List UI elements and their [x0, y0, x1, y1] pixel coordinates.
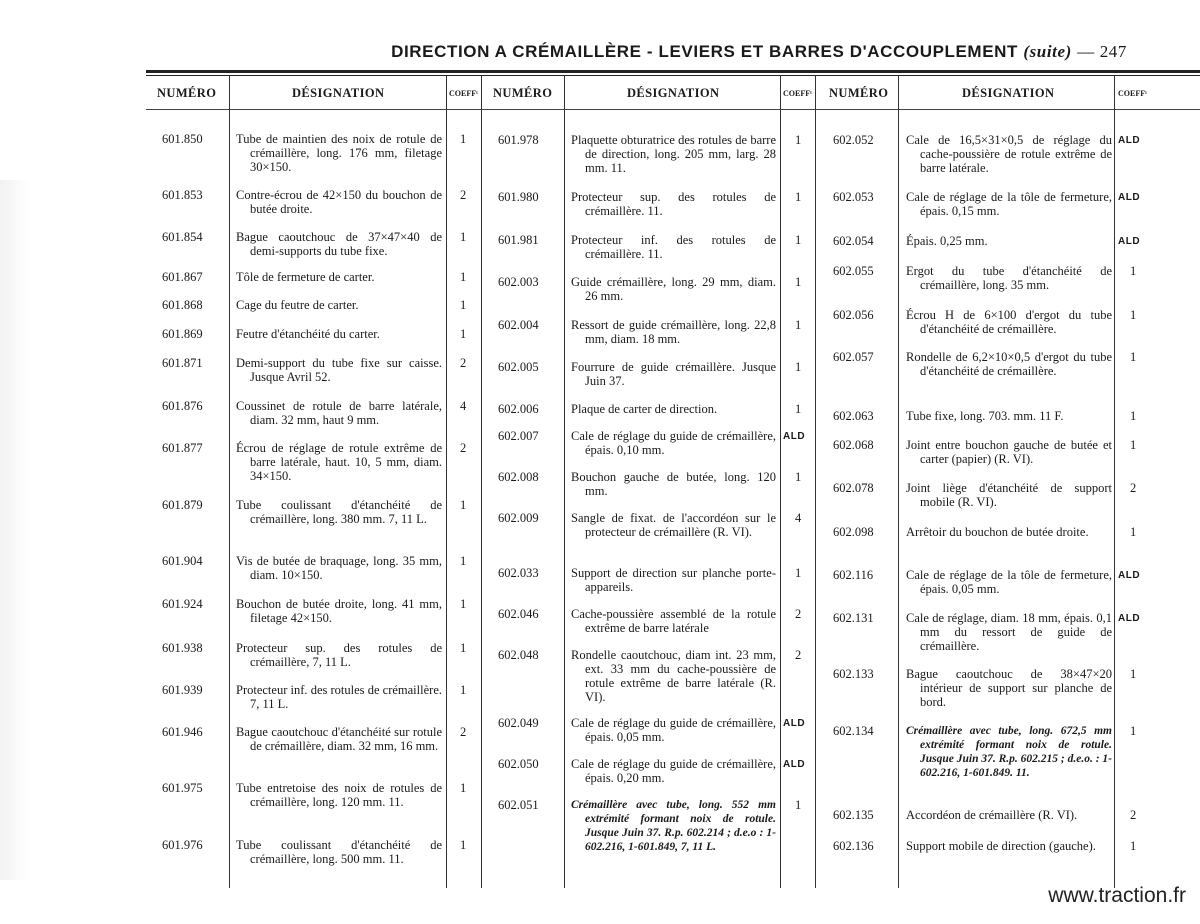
- part-number: 602.056: [833, 308, 874, 322]
- part-number: 602.135: [833, 808, 874, 822]
- part-coefficient: 1: [460, 230, 467, 244]
- part-coefficient: 1: [1130, 308, 1137, 322]
- part-number: 601.938: [162, 641, 203, 655]
- part-number: 602.134: [833, 724, 874, 738]
- col2-header-numero: NUMÉRO: [493, 86, 553, 100]
- part-coefficient: 4: [795, 511, 802, 525]
- part-number: 601.976: [162, 838, 203, 852]
- part-number: 601.869: [162, 327, 203, 341]
- part-number: 601.981: [498, 233, 539, 247]
- part-designation: Protecteur inf. des rotules de crémaillère. 7, 11 L.: [236, 683, 442, 711]
- part-designation: Support mobile de direction (gauche).: [906, 839, 1096, 853]
- part-designation: Rondelle caoutchouc, diam int. 23 mm, ext. 33 mm du cache-poussière de rotule extrême de barre latérale (R. VI).: [571, 648, 776, 704]
- part-coefficient: ALD: [1118, 236, 1141, 247]
- part-number: 601.980: [498, 190, 539, 204]
- part-number: 602.048: [498, 648, 539, 662]
- part-number: 602.046: [498, 607, 539, 621]
- part-coefficient: 1: [460, 298, 467, 312]
- part-designation: Ressort de guide crémaillère, long. 22,8 mm, diam. 18 mm.: [571, 318, 776, 346]
- col3-header-numero: NUMÉRO: [829, 86, 889, 100]
- part-coefficient: 1: [795, 318, 802, 332]
- part-designation: Coussinet de rotule de barre latérale, diam. 32 mm, haut 9 mm.: [236, 399, 442, 427]
- part-designation: Protecteur sup. des rotules de crémaillère, 7, 11 L.: [236, 641, 442, 669]
- part-designation: Rondelle de 6,2×10×0,5 d'ergot du tube d'étanchéité de crémaillère.: [906, 350, 1112, 378]
- col1-header-numero: NUMÉRO: [157, 86, 217, 100]
- part-number: 602.055: [833, 264, 874, 278]
- part-number: 601.850: [162, 132, 203, 146]
- part-coefficient: 1: [460, 641, 467, 655]
- part-designation: Tôle de fermeture de carter.: [236, 270, 375, 284]
- part-number: 602.054: [833, 234, 874, 248]
- part-coefficient: 1: [460, 683, 467, 697]
- divider: [481, 76, 482, 888]
- part-number: 602.063: [833, 409, 874, 423]
- part-coefficient: ALD: [783, 759, 806, 770]
- part-designation: Plaquette obturatrice des rotules de barre de direction, long. 205 mm, larg. 28 mm. 11.: [571, 133, 776, 175]
- part-coefficient: 1: [795, 566, 802, 580]
- part-coefficient: ALD: [1118, 570, 1141, 581]
- part-number: 602.136: [833, 839, 874, 853]
- part-number: 602.003: [498, 275, 539, 289]
- part-coefficient: 1: [1130, 438, 1137, 452]
- part-designation: Bouchon de butée droite, long. 41 mm, filetage 42×150.: [236, 597, 442, 625]
- part-designation: Cale de réglage du guide de crémaillère, épais. 0,05 mm.: [571, 716, 776, 744]
- divider: [815, 76, 816, 888]
- divider: [446, 76, 447, 888]
- divider: [1114, 76, 1115, 888]
- part-coefficient: 2: [460, 725, 467, 739]
- part-coefficient: 1: [1130, 409, 1137, 423]
- part-number: 602.008: [498, 470, 539, 484]
- part-designation: Bague caoutchouc de 37×47×40 de demi-supports du tube fixe.: [236, 230, 442, 258]
- part-designation: Cage du feutre de carter.: [236, 298, 359, 312]
- divider: [229, 76, 230, 888]
- part-designation: Protecteur inf. des rotules de crémaillère. 11.: [571, 233, 776, 261]
- part-designation: Fourrure de guide crémaillère. Jusque Juin 37.: [571, 360, 776, 388]
- part-designation: Tube fixe, long. 703. mm. 11 F.: [906, 409, 1064, 423]
- divider: [780, 76, 781, 888]
- part-designation: Accordéon de crémaillère (R. VI).: [906, 808, 1078, 822]
- part-designation: Joint entre bouchon gauche de butée et carter (papier) (R. VI).: [906, 438, 1112, 466]
- part-designation: Cale de réglage de la tôle de fermeture, épais. 0,15 mm.: [906, 190, 1112, 218]
- part-number: 601.978: [498, 133, 539, 147]
- part-designation: Cale de réglage de la tôle de fermeture, épais. 0,05 mm.: [906, 568, 1112, 596]
- part-coefficient: 1: [795, 470, 802, 484]
- part-number: 602.009: [498, 511, 539, 525]
- part-coefficient: 1: [795, 402, 802, 416]
- part-designation: Arrêtoir du bouchon de butée droite.: [906, 525, 1089, 539]
- part-designation: Cache-poussière assemblé de la rotule extrême de barre latérale: [571, 607, 776, 635]
- part-number: 602.131: [833, 611, 874, 625]
- part-designation: Cale de réglage du guide de crémaillère, épais. 0,10 mm.: [571, 429, 776, 457]
- part-designation: Demi-support du tube fixe sur caisse. Jusque Avril 52.: [236, 356, 442, 384]
- part-number: 601.975: [162, 781, 203, 795]
- part-number: 601.853: [162, 188, 203, 202]
- part-designation: Épais. 0,25 mm.: [906, 234, 988, 248]
- part-number: 602.007: [498, 429, 539, 443]
- header-rule-thin: [146, 75, 1200, 76]
- part-coefficient: 1: [1130, 724, 1137, 738]
- part-coefficient: 2: [795, 648, 802, 662]
- part-designation: Écrou H de 6×100 d'ergot du tube d'étanchéité de crémaillère.: [906, 308, 1112, 336]
- part-number: 602.068: [833, 438, 874, 452]
- part-designation: Tube entretoise des noix de rotules de crémaillère, long. 120 mm. 11.: [236, 781, 442, 809]
- part-coefficient: 1: [1130, 264, 1137, 278]
- part-designation: Cale de réglage du guide de crémaillère, épais. 0,20 mm.: [571, 757, 776, 785]
- part-designation: Bague caoutchouc de 38×47×20 intérieur de support sur planche de bord.: [906, 667, 1112, 709]
- part-designation: Bouchon gauche de butée, long. 120 mm.: [571, 470, 776, 498]
- divider: [898, 76, 899, 888]
- part-designation: Ergot du tube d'étanchéité de crémaillère, long. 35 mm.: [906, 264, 1112, 292]
- part-number: 601.871: [162, 356, 203, 370]
- part-coefficient: 1: [1130, 525, 1137, 539]
- part-coefficient: 1: [460, 498, 467, 512]
- part-designation: Vis de butée de braquage, long. 35 mm, diam. 10×150.: [236, 554, 442, 582]
- part-number: 602.133: [833, 667, 874, 681]
- part-coefficient: 2: [1130, 808, 1137, 822]
- part-number: 602.057: [833, 350, 874, 364]
- part-coefficient: 1: [795, 190, 802, 204]
- page-title: [0, 42, 1127, 62]
- page-number: — 247: [1077, 42, 1127, 61]
- part-coefficient: 2: [1130, 481, 1137, 495]
- col1-header-designation: DÉSIGNATION: [292, 86, 385, 100]
- part-number: 602.078: [833, 481, 874, 495]
- col3-header-coeff: COEFFᵗ: [1118, 89, 1147, 98]
- part-designation: Bague caoutchouc d'étanchéité sur rotule de crémaillère, diam. 32 mm, 16 mm.: [236, 725, 442, 753]
- part-coefficient: ALD: [783, 718, 806, 729]
- part-coefficient: 1: [795, 133, 802, 147]
- part-designation: Feutre d'étanchéité du carter.: [236, 327, 380, 341]
- part-coefficient: 1: [795, 360, 802, 374]
- part-number: 602.051: [498, 798, 539, 812]
- part-designation: Cale de réglage, diam. 18 mm, épais. 0,1 mm du ressort de guide de crémaillère.: [906, 611, 1112, 653]
- part-number: 601.946: [162, 725, 203, 739]
- part-coefficient: 1: [460, 270, 467, 284]
- part-number: 602.006: [498, 402, 539, 416]
- col1-header-coeff: COEFFᵗ: [449, 89, 478, 98]
- part-coefficient: 1: [460, 597, 467, 611]
- part-coefficient: 4: [460, 399, 467, 413]
- part-designation: Cale de 16,5×31×0,5 de réglage du cache-poussière de rotule extrême de barre latérale.: [906, 133, 1112, 175]
- part-coefficient: 1: [460, 327, 467, 341]
- part-coefficient: 2: [460, 356, 467, 370]
- part-coefficient: ALD: [1118, 135, 1141, 146]
- part-designation: Contre-écrou de 42×150 du bouchon de butée droite.: [236, 188, 442, 216]
- part-designation: Sangle de fixat. de l'accordéon sur le protecteur de crémaillère (R. VI).: [571, 511, 776, 539]
- part-number: 602.116: [833, 568, 874, 582]
- part-number: 601.904: [162, 554, 203, 568]
- part-number: 601.939: [162, 683, 203, 697]
- col3-header-designation: DÉSIGNATION: [962, 86, 1055, 100]
- part-coefficient: 1: [1130, 839, 1137, 853]
- part-coefficient: 1: [795, 275, 802, 289]
- part-coefficient: 1: [460, 838, 467, 852]
- part-number: 601.868: [162, 298, 203, 312]
- part-designation: Joint liège d'étanchéité de support mobile (R. VI).: [906, 481, 1112, 509]
- part-coefficient: 1: [460, 554, 467, 568]
- part-number: 602.004: [498, 318, 539, 332]
- part-number: 601.867: [162, 270, 203, 284]
- part-number: 602.049: [498, 716, 539, 730]
- part-coefficient: ALD: [783, 431, 806, 442]
- page-title-text: DIRECTION A CRÉMAILLÈRE - LEVIERS ET BARRES D'ACCOUPLEMENT: [391, 42, 1018, 61]
- part-coefficient: 1: [1130, 667, 1137, 681]
- part-coefficient: 2: [460, 188, 467, 202]
- part-coefficient: 2: [795, 607, 802, 621]
- part-designation: Crémaillère avec tube, long. 672,5 mm extrémité formant noix de rotule. Jusque Juin 37. R.p. 602.215 ; d.e.o. : 1-602.216, 1-601.849. 11.: [906, 725, 1112, 779]
- part-number: 601.924: [162, 597, 203, 611]
- part-coefficient: 1: [460, 781, 467, 795]
- divider: [564, 76, 565, 888]
- part-coefficient: 1: [460, 132, 467, 146]
- part-number: 602.005: [498, 360, 539, 374]
- part-designation: Support de direction sur planche porte-appareils.: [571, 566, 776, 594]
- part-number: 601.876: [162, 399, 203, 413]
- part-designation: Tube coulissant d'étanchéité de crémaillère, long. 380 mm. 7, 11 L.: [236, 498, 442, 526]
- part-designation: Plaque de carter de direction.: [571, 402, 718, 416]
- part-coefficient: 2: [460, 441, 467, 455]
- part-designation: Écrou de réglage de rotule extrême de barre latérale, haut. 10, 5 mm, diam. 34×150.: [236, 441, 442, 483]
- part-designation: Tube coulissant d'étanchéité de crémaillère, long. 500 mm. 11.: [236, 838, 442, 866]
- part-number: 602.052: [833, 133, 874, 147]
- part-designation: Crémaillère avec tube, long. 552 mm extrémité formant noix de rotule. Jusque Juin 37. R.p. 602.214 ; d.e.o : 1-602.216, 1-601.849, 7, 11 L.: [571, 799, 776, 853]
- col2-header-coeff: COEFFᵗ: [783, 89, 812, 98]
- part-number: 601.879: [162, 498, 203, 512]
- part-number: 601.877: [162, 441, 203, 455]
- header-rule-thick: [146, 70, 1200, 73]
- column-header-rule: [146, 109, 1200, 110]
- part-coefficient: 1: [795, 798, 802, 812]
- scan-margin-shadow: [0, 180, 30, 880]
- page-title-suite: (suite): [1023, 42, 1072, 61]
- part-number: 601.854: [162, 230, 203, 244]
- part-number: 602.098: [833, 525, 874, 539]
- part-number: 602.050: [498, 757, 539, 771]
- part-coefficient: ALD: [1118, 613, 1141, 624]
- part-designation: Protecteur sup. des rotules de crémaillère. 11.: [571, 190, 776, 218]
- watermark: www.traction.fr: [1048, 884, 1186, 907]
- part-designation: Tube de maintien des noix de rotule de crémaillère, long. 176 mm, filetage 30×150.: [236, 132, 442, 174]
- part-coefficient: 1: [1130, 350, 1137, 364]
- part-number: 602.033: [498, 566, 539, 580]
- part-coefficient: 1: [795, 233, 802, 247]
- part-coefficient: ALD: [1118, 192, 1141, 203]
- col2-header-designation: DÉSIGNATION: [627, 86, 720, 100]
- part-designation: Guide crémaillère, long. 29 mm, diam. 26 mm.: [571, 275, 776, 303]
- part-number: 602.053: [833, 190, 874, 204]
